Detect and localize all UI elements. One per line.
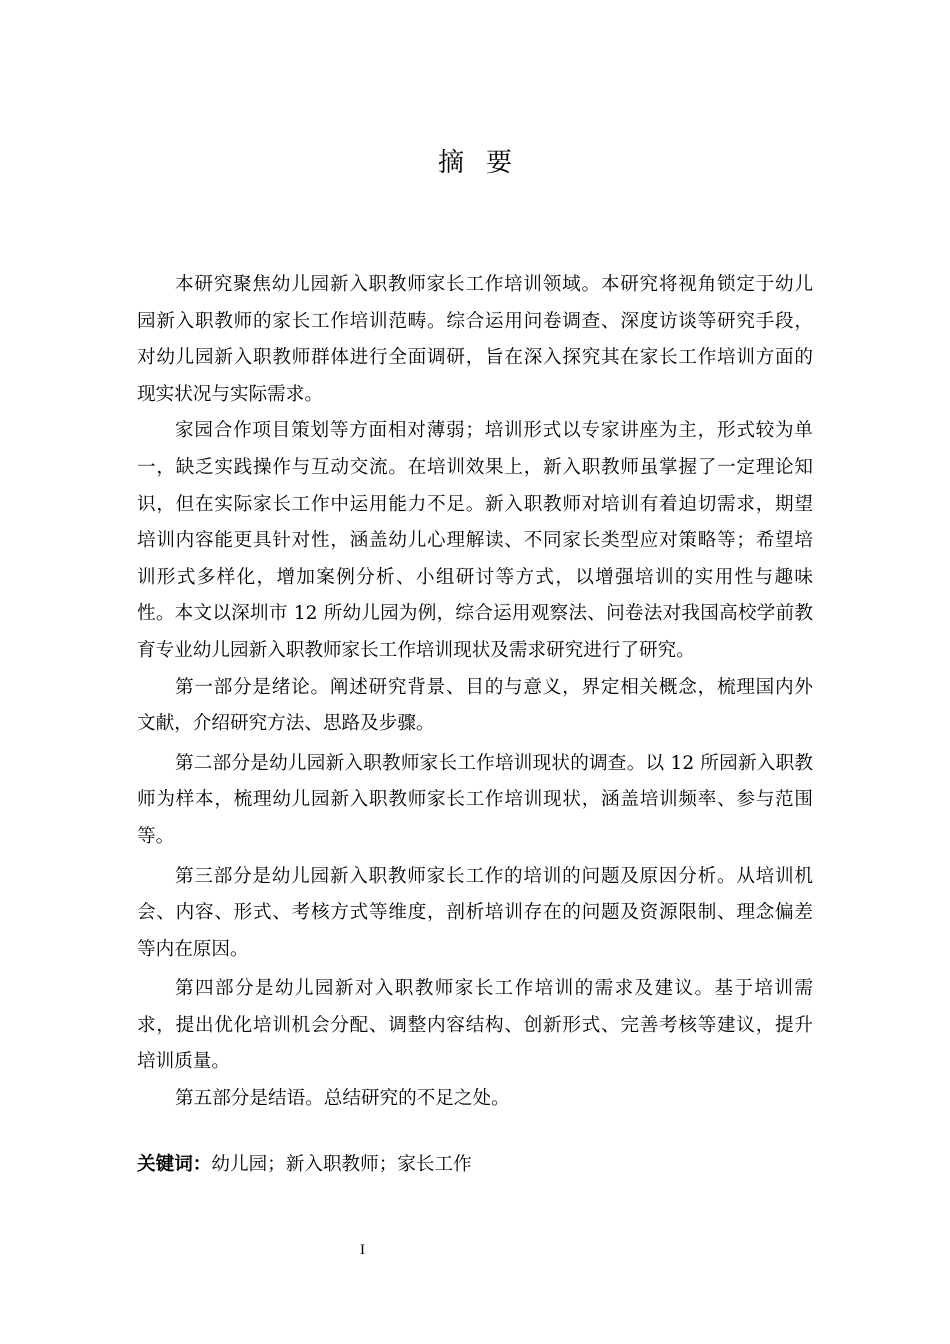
paragraph bbox=[137, 971, 813, 1081]
text-line: 第四部分是幼儿园新对入职教师家长工作培训的需求及建议。基于培训需 bbox=[175, 978, 813, 1000]
text-line: 识，但在实际家长工作中运用能力不足。新入职教师对培训有着迫切需求，期望 bbox=[137, 493, 813, 515]
text-line: 训形式多样化，增加案例分析、小组研讨等方式，以增强培训的实用性与趣味 bbox=[137, 566, 813, 588]
paragraph bbox=[137, 1081, 813, 1118]
paragraph bbox=[137, 413, 813, 669]
abstract-body bbox=[137, 267, 813, 1118]
text-line: 第二部分是幼儿园新入职教师家长工作培训现状的调查。以 12 所园新入职教 bbox=[175, 752, 813, 774]
keywords-value: 幼儿园；新入职教师；家长工作 bbox=[211, 1154, 472, 1175]
text-line: 本研究聚焦幼儿园新入职教师家长工作培训领域。本研究将视角锁定于幼儿 bbox=[175, 274, 813, 295]
keywords-label: 关键词： bbox=[137, 1154, 212, 1175]
text-line: 一，缺乏实践操作与互动交流。在培训效果上，新入职教师虽掌握了一定理论知 bbox=[137, 456, 813, 478]
paragraph bbox=[137, 670, 813, 743]
page-title: 摘要 bbox=[437, 148, 534, 178]
text-line: 第一部分是绪论。阐述研究背景、目的与意义，界定相关概念，梳理国内外 bbox=[175, 676, 813, 698]
text-line: 园新入职教师的家长工作培训范畴。综合运用问卷调查、深度访谈等研究手段， bbox=[137, 310, 813, 332]
text-line: 现实状况与实际需求。 bbox=[137, 383, 323, 405]
text-line: 性。本文以深圳市 12 所幼儿园为例，综合运用观察法、问卷法对我国高校学前教 bbox=[137, 603, 813, 625]
text-line: 对幼儿园新入职教师群体进行全面调研，旨在深入探究其在家长工作培训方面的 bbox=[137, 347, 813, 369]
text-line: 培训内容能更具针对性，涵盖幼儿心理解读、不同家长类型应对策略等；希望培 bbox=[137, 530, 813, 552]
text-line: 家园合作项目策划等方面相对薄弱；培训形式以专家讲座为主，形式较为单 bbox=[175, 420, 813, 442]
text-line: 会、内容、形式、考核方式等维度，剖析培训存在的问题及资源限制、理念偏差 bbox=[137, 902, 813, 924]
paragraph bbox=[137, 746, 813, 856]
paragraph bbox=[137, 267, 813, 413]
paragraph bbox=[137, 859, 813, 969]
text-line: 师为样本，梳理幼儿园新入职教师家长工作培训现状，涵盖培训频率、参与范围 bbox=[137, 789, 813, 811]
page-number: I bbox=[360, 1242, 365, 1258]
keywords bbox=[137, 1150, 472, 1176]
text-line: 等内在原因。 bbox=[137, 938, 249, 960]
text-line: 求，提出优化培训机会分配、调整内容结构、创新形式、完善考核等建议，提升 bbox=[137, 1014, 813, 1036]
text-line: 第五部分是结语。总结研究的不足之处。 bbox=[175, 1088, 510, 1110]
text-line: 育专业幼儿园新入职教师家长工作培训现状及需求研究进行了研究。 bbox=[137, 639, 695, 661]
text-line: 培训质量。 bbox=[137, 1051, 230, 1073]
text-line: 等。 bbox=[137, 825, 175, 847]
text-line: 第三部分是幼儿园新入职教师家长工作的培训的问题及原因分析。从培训机 bbox=[175, 865, 813, 887]
text-line: 文献，介绍研究方法、思路及步骤。 bbox=[137, 713, 435, 735]
